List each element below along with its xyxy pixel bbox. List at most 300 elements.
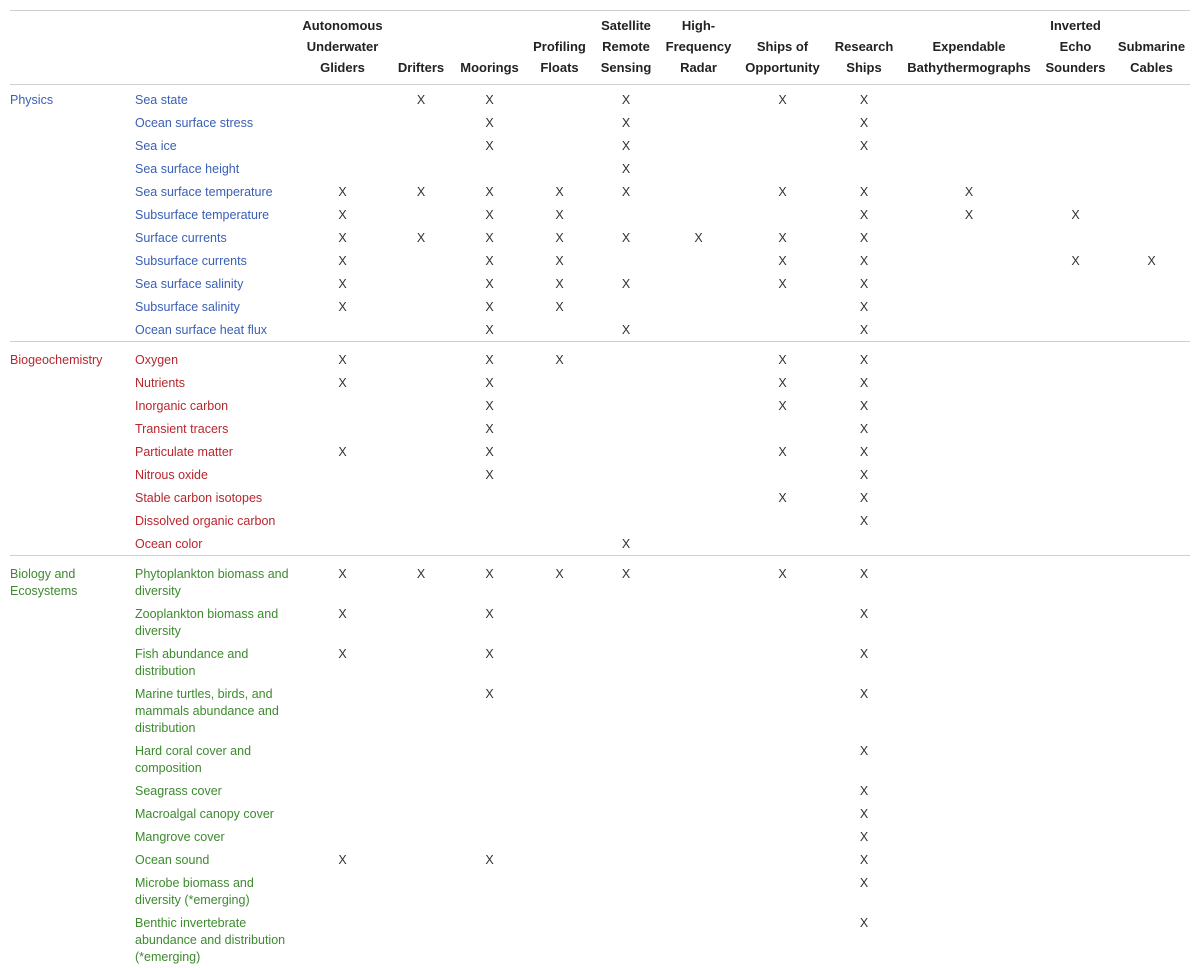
mark-cell (660, 417, 737, 440)
mark-cell (900, 825, 1038, 848)
variable-name: Microbe biomass and diversity (*emerging) (135, 871, 295, 911)
mark-cell (527, 486, 592, 509)
mark-cell: X (828, 739, 900, 779)
mark-cell (900, 249, 1038, 272)
mark-cell (828, 157, 900, 180)
mark-cell (527, 157, 592, 180)
mark-cell (527, 509, 592, 532)
mark-cell (390, 602, 452, 642)
mark-cell: X (527, 272, 592, 295)
mark-cell: X (592, 318, 660, 342)
mark-cell (1113, 802, 1190, 825)
table-row (10, 295, 1190, 318)
mark-cell (1038, 371, 1113, 394)
mark-cell: X (1038, 203, 1113, 226)
header-expendable-bathythermographs: Expendable Bathythermographs (900, 11, 1038, 85)
mark-cell (390, 825, 452, 848)
mark-cell: X (828, 486, 900, 509)
mark-cell (1113, 226, 1190, 249)
mark-cell: X (828, 249, 900, 272)
mark-cell (900, 342, 1038, 372)
mark-cell (390, 249, 452, 272)
mark-cell (390, 642, 452, 682)
table-body (10, 85, 1190, 968)
mark-cell (660, 642, 737, 682)
category-label (10, 440, 135, 463)
mark-cell (1113, 111, 1190, 134)
mark-cell (1113, 739, 1190, 779)
mark-cell (1113, 486, 1190, 509)
mark-cell (1113, 318, 1190, 342)
variable-name: Benthic invertebrate abundance and distribution (*emerging) (135, 911, 295, 968)
mark-cell (1113, 85, 1190, 112)
header-profiling-floats: Profiling Floats (527, 11, 592, 85)
header-inverted-echo-sounders: Inverted Echo Sounders (1038, 11, 1113, 85)
mark-cell (390, 417, 452, 440)
mark-cell (592, 394, 660, 417)
mark-cell: X (828, 134, 900, 157)
mark-cell (1038, 509, 1113, 532)
mark-cell: X (452, 342, 527, 372)
variable-name: Surface currents (135, 226, 295, 249)
mark-cell (1113, 532, 1190, 556)
mark-cell (527, 85, 592, 112)
category-label (10, 318, 135, 342)
mark-cell (1038, 871, 1113, 911)
mark-cell (452, 739, 527, 779)
mark-cell (900, 556, 1038, 603)
mark-cell (660, 249, 737, 272)
mark-cell (660, 134, 737, 157)
mark-cell (660, 295, 737, 318)
mark-cell (390, 111, 452, 134)
mark-cell (737, 802, 828, 825)
mark-cell (1038, 440, 1113, 463)
mark-cell (900, 318, 1038, 342)
category-label (10, 249, 135, 272)
mark-cell (660, 509, 737, 532)
mark-cell: X (737, 85, 828, 112)
variable-name: Sea surface salinity (135, 272, 295, 295)
mark-cell: X (737, 226, 828, 249)
category-label (10, 825, 135, 848)
mark-cell (1038, 779, 1113, 802)
mark-cell (527, 602, 592, 642)
table-row (10, 272, 1190, 295)
mark-cell: X (828, 602, 900, 642)
mark-cell (452, 509, 527, 532)
mark-cell (660, 911, 737, 968)
mark-cell: X (390, 226, 452, 249)
mark-cell (1113, 203, 1190, 226)
mark-cell (452, 825, 527, 848)
category-label (10, 295, 135, 318)
mark-cell (527, 848, 592, 871)
category-label (10, 157, 135, 180)
category-label (10, 486, 135, 509)
mark-cell (592, 825, 660, 848)
mark-cell: X (527, 226, 592, 249)
mark-cell (527, 394, 592, 417)
mark-cell (592, 848, 660, 871)
category-label (10, 134, 135, 157)
category-label (10, 682, 135, 739)
mark-cell (900, 911, 1038, 968)
header-research-ships: Research Ships (828, 11, 900, 85)
mark-cell (592, 682, 660, 739)
mark-cell (452, 157, 527, 180)
mark-cell: X (527, 295, 592, 318)
mark-cell (295, 509, 390, 532)
mark-cell (737, 134, 828, 157)
mark-cell (1038, 463, 1113, 486)
category-label (10, 203, 135, 226)
mark-cell (1038, 682, 1113, 739)
table-row (10, 642, 1190, 682)
mark-cell (660, 180, 737, 203)
mark-cell: X (828, 779, 900, 802)
category-label: Biology and Ecosystems (10, 556, 135, 603)
mark-cell (390, 157, 452, 180)
mark-cell (390, 203, 452, 226)
mark-cell (900, 602, 1038, 642)
mark-cell (527, 111, 592, 134)
variable-name: Nitrous oxide (135, 463, 295, 486)
mark-cell (295, 739, 390, 779)
mark-cell (527, 825, 592, 848)
mark-cell (737, 318, 828, 342)
mark-cell (1113, 602, 1190, 642)
mark-cell: X (295, 371, 390, 394)
mark-cell (900, 440, 1038, 463)
category-label (10, 532, 135, 556)
mark-cell (900, 85, 1038, 112)
mark-cell: X (527, 203, 592, 226)
mark-cell (737, 739, 828, 779)
mark-cell (660, 532, 737, 556)
mark-cell: X (737, 394, 828, 417)
mark-cell (452, 779, 527, 802)
variable-name: Ocean surface heat flux (135, 318, 295, 342)
mark-cell (592, 739, 660, 779)
mark-cell (737, 111, 828, 134)
header-ships-of-opportunity: Ships of Opportunity (737, 11, 828, 85)
table-row (10, 779, 1190, 802)
mark-cell (1113, 509, 1190, 532)
mark-cell (660, 318, 737, 342)
table-row (10, 532, 1190, 556)
variable-name: Ocean surface stress (135, 111, 295, 134)
mark-cell (592, 249, 660, 272)
mark-cell: X (295, 226, 390, 249)
mark-cell: X (295, 602, 390, 642)
mark-cell (295, 532, 390, 556)
mark-cell (452, 871, 527, 911)
mark-cell (390, 394, 452, 417)
mark-cell: X (390, 85, 452, 112)
mark-cell (390, 779, 452, 802)
mark-cell (390, 509, 452, 532)
mark-cell (527, 371, 592, 394)
mark-cell (592, 802, 660, 825)
header-moorings: Moorings (452, 11, 527, 85)
mark-cell: X (737, 249, 828, 272)
mark-cell (660, 463, 737, 486)
table-row (10, 371, 1190, 394)
table-row (10, 739, 1190, 779)
header-blank-variable (135, 11, 295, 85)
mark-cell (1113, 272, 1190, 295)
mark-cell: X (452, 642, 527, 682)
mark-cell: X (452, 85, 527, 112)
mark-cell: X (452, 272, 527, 295)
mark-cell: X (1113, 249, 1190, 272)
mark-cell: X (452, 848, 527, 871)
mark-cell: X (828, 871, 900, 911)
mark-cell (1113, 871, 1190, 911)
mark-cell (527, 532, 592, 556)
table-row (10, 911, 1190, 968)
mark-cell: X (828, 911, 900, 968)
mark-cell: X (828, 802, 900, 825)
mark-cell (390, 682, 452, 739)
mark-cell: X (828, 556, 900, 603)
mark-cell (592, 871, 660, 911)
mark-cell (737, 417, 828, 440)
mark-cell (900, 682, 1038, 739)
mark-cell: X (452, 295, 527, 318)
mark-cell (1038, 134, 1113, 157)
mark-cell: X (452, 394, 527, 417)
category-label: Biogeochemistry (10, 342, 135, 372)
mark-cell (592, 642, 660, 682)
mark-cell (1113, 157, 1190, 180)
mark-cell: X (828, 203, 900, 226)
mark-cell (660, 85, 737, 112)
mark-cell (295, 157, 390, 180)
mark-cell (900, 371, 1038, 394)
mark-cell (660, 779, 737, 802)
mark-cell (295, 802, 390, 825)
mark-cell (527, 318, 592, 342)
category-label (10, 111, 135, 134)
mark-cell (660, 486, 737, 509)
mark-cell (390, 371, 452, 394)
mark-cell (900, 226, 1038, 249)
mark-cell (1113, 825, 1190, 848)
mark-cell (592, 203, 660, 226)
mark-cell: X (295, 556, 390, 603)
mark-cell: X (527, 556, 592, 603)
mark-cell (900, 134, 1038, 157)
category-label (10, 602, 135, 642)
mark-cell (1038, 157, 1113, 180)
mark-cell (295, 111, 390, 134)
mark-cell (592, 295, 660, 318)
mark-cell (1038, 394, 1113, 417)
variable-name: Sea surface height (135, 157, 295, 180)
variable-name: Sea ice (135, 134, 295, 157)
mark-cell (737, 532, 828, 556)
mark-cell (660, 440, 737, 463)
variable-name: Transient tracers (135, 417, 295, 440)
variable-name: Marine turtles, birds, and mammals abundance and distribution (135, 682, 295, 739)
mark-cell (527, 134, 592, 157)
mark-cell (452, 532, 527, 556)
mark-cell (900, 394, 1038, 417)
mark-cell: X (452, 249, 527, 272)
header-high-frequency-radar: High-Frequency Radar (660, 11, 737, 85)
mark-cell (660, 825, 737, 848)
mark-cell (1038, 486, 1113, 509)
mark-cell: X (295, 848, 390, 871)
table-row (10, 85, 1190, 112)
category-label (10, 871, 135, 911)
mark-cell: X (295, 440, 390, 463)
mark-cell (1038, 532, 1113, 556)
mark-cell: X (390, 556, 452, 603)
category-label (10, 272, 135, 295)
category-label: Physics (10, 85, 135, 112)
category-label (10, 509, 135, 532)
table-row (10, 203, 1190, 226)
mark-cell (1113, 295, 1190, 318)
mark-cell (660, 871, 737, 911)
mark-cell (737, 779, 828, 802)
table-row (10, 111, 1190, 134)
table-row (10, 486, 1190, 509)
mark-cell (592, 779, 660, 802)
mark-cell (295, 871, 390, 911)
mark-cell: X (452, 226, 527, 249)
variable-name: Zooplankton biomass and diversity (135, 602, 295, 642)
mark-cell (390, 440, 452, 463)
mark-cell (1113, 779, 1190, 802)
mark-cell: X (828, 371, 900, 394)
mark-cell (900, 417, 1038, 440)
mark-cell (527, 463, 592, 486)
mark-cell (660, 602, 737, 642)
mark-cell (390, 802, 452, 825)
mark-cell (592, 463, 660, 486)
mark-cell: X (828, 509, 900, 532)
table-row (10, 509, 1190, 532)
mark-cell: X (828, 272, 900, 295)
mark-cell (900, 739, 1038, 779)
mark-cell (295, 779, 390, 802)
mark-cell: X (592, 556, 660, 603)
mark-cell: X (452, 134, 527, 157)
mark-cell: X (828, 111, 900, 134)
mark-cell: X (828, 848, 900, 871)
mark-cell: X (828, 417, 900, 440)
mark-cell (1113, 394, 1190, 417)
table-row (10, 249, 1190, 272)
table-row (10, 682, 1190, 739)
mark-cell (592, 440, 660, 463)
mark-cell (1038, 739, 1113, 779)
mark-cell: X (295, 642, 390, 682)
mark-cell (660, 848, 737, 871)
mark-cell: X (660, 226, 737, 249)
variable-name: Seagrass cover (135, 779, 295, 802)
category-label (10, 417, 135, 440)
mark-cell: X (737, 342, 828, 372)
mark-cell (660, 556, 737, 603)
table-row (10, 318, 1190, 342)
mark-cell (900, 111, 1038, 134)
mark-cell: X (452, 111, 527, 134)
mark-cell (592, 486, 660, 509)
mark-cell (660, 802, 737, 825)
mark-cell (1038, 825, 1113, 848)
mark-cell (737, 509, 828, 532)
category-label (10, 739, 135, 779)
table-row (10, 417, 1190, 440)
mark-cell (660, 394, 737, 417)
mark-cell: X (737, 556, 828, 603)
mark-cell: X (592, 180, 660, 203)
mark-cell: X (900, 203, 1038, 226)
mark-cell: X (295, 342, 390, 372)
variable-name: Phytoplankton biomass and diversity (135, 556, 295, 603)
mark-cell (737, 295, 828, 318)
mark-cell: X (828, 318, 900, 342)
variable-name: Ocean color (135, 532, 295, 556)
mark-cell (1038, 848, 1113, 871)
eov-platform-table-container (10, 10, 1190, 968)
mark-cell: X (295, 295, 390, 318)
mark-cell (900, 295, 1038, 318)
header-satellite-remote-sensing: Satellite Remote Sensing (592, 11, 660, 85)
mark-cell (1113, 342, 1190, 372)
variable-name: Stable carbon isotopes (135, 486, 295, 509)
mark-cell (900, 802, 1038, 825)
mark-cell (660, 272, 737, 295)
mark-cell: X (452, 602, 527, 642)
mark-cell: X (527, 342, 592, 372)
mark-cell (1113, 642, 1190, 682)
category-label (10, 779, 135, 802)
variable-name: Mangrove cover (135, 825, 295, 848)
variable-name: Sea state (135, 85, 295, 112)
mark-cell (1038, 272, 1113, 295)
mark-cell (295, 486, 390, 509)
table-row (10, 226, 1190, 249)
mark-cell (592, 509, 660, 532)
mark-cell: X (452, 682, 527, 739)
mark-cell (660, 739, 737, 779)
mark-cell: X (592, 111, 660, 134)
mark-cell (390, 871, 452, 911)
mark-cell (1038, 911, 1113, 968)
mark-cell: X (737, 371, 828, 394)
category-label (10, 802, 135, 825)
table-row (10, 134, 1190, 157)
mark-cell (295, 682, 390, 739)
mark-cell (295, 463, 390, 486)
mark-cell: X (527, 180, 592, 203)
mark-cell (900, 157, 1038, 180)
category-label (10, 371, 135, 394)
mark-cell: X (452, 203, 527, 226)
mark-cell (592, 602, 660, 642)
mark-cell (828, 532, 900, 556)
mark-cell (527, 440, 592, 463)
mark-cell: X (828, 226, 900, 249)
mark-cell (295, 825, 390, 848)
table-row (10, 342, 1190, 372)
